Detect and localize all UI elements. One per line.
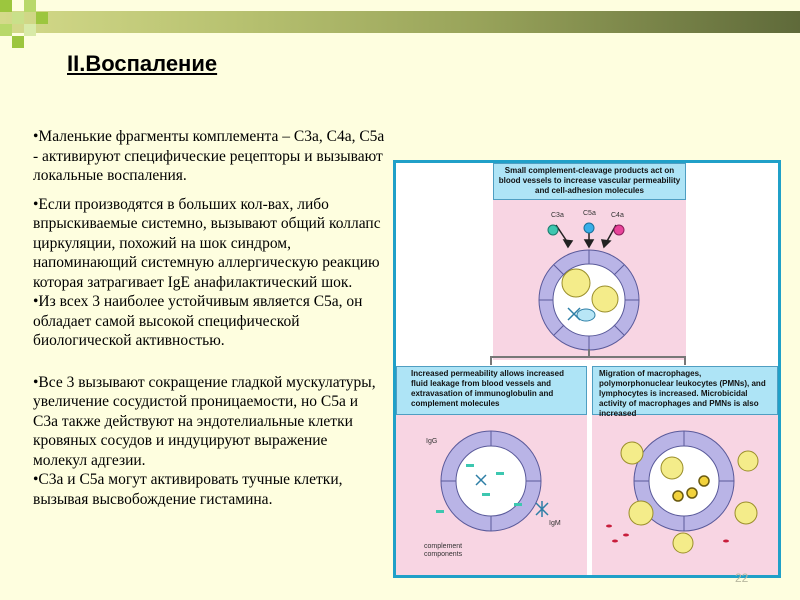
complement-components-label: complement components xyxy=(424,543,463,558)
bullet-item: •Маленькие фрагменты комплемента – С3а, С4а, С5а - активируют специфические рецепторы и вызывают локальные воспаления. xyxy=(33,128,385,184)
igg-label: IgG xyxy=(426,438,438,445)
c5a-dot xyxy=(584,223,594,233)
slide-title: II.Воспаление xyxy=(67,51,218,76)
c5a-label: C5a xyxy=(583,210,596,217)
igm-label: IgM xyxy=(549,520,561,527)
header-bar xyxy=(0,11,800,33)
left-caption-box: Increased permeability allows increased fluid leakage from blood vessels and extravasation of immunoglobulin and complement molecules xyxy=(396,366,587,415)
complement-figure xyxy=(393,160,781,578)
right-caption-box: Migration of macrophages, polymorphonuclear leukocytes (PMNs), and lymphocytes is increased. Microbicidal activity of macrophages and PMNs is also increased xyxy=(592,366,778,415)
left-vessel xyxy=(436,431,548,531)
right-vessel xyxy=(606,431,758,553)
corner-decoration xyxy=(0,0,60,60)
bullet-item: •Если производятся в больших кол-вах, либо впрыскиваемые системно, вызывают общий коллапс циркуляции, похожий на шок синдром, напоминающий системную аллергическую реакцию которая затрагивает IgE анафилактический шок. xyxy=(33,195,381,291)
top-caption-box: Small complement-cleavage products act on blood vessels to increase vascular permeability and cell-adhesion molecules xyxy=(493,163,686,200)
figure-drawing xyxy=(396,163,778,575)
c4a-label: C4a xyxy=(611,212,624,219)
bullet-item: •С3а и С5а могут активировать тучные клетки, вызывая высвобождение гистамина. xyxy=(33,471,343,508)
c3a-label: C3a xyxy=(551,212,564,219)
bullet-item: •Из всех 3 наиболее устойчивым является С5а, он обладает самой высокой специфической биологической активностью. xyxy=(33,293,363,349)
top-vessel xyxy=(539,250,639,350)
c4a-dot xyxy=(614,225,624,235)
page-number: 22 xyxy=(735,571,749,585)
bullet-list xyxy=(33,127,385,509)
bullet-item: •Все 3 вызывают сокращение гладкой мускулатуры, увеличение сосудистой проницаемости, но С5а и С3а также действуют на эндотелиальные клетки кровяных сосудов и индуцируют выражение молекул адгезии. xyxy=(33,373,376,469)
c3a-dot xyxy=(548,225,558,235)
